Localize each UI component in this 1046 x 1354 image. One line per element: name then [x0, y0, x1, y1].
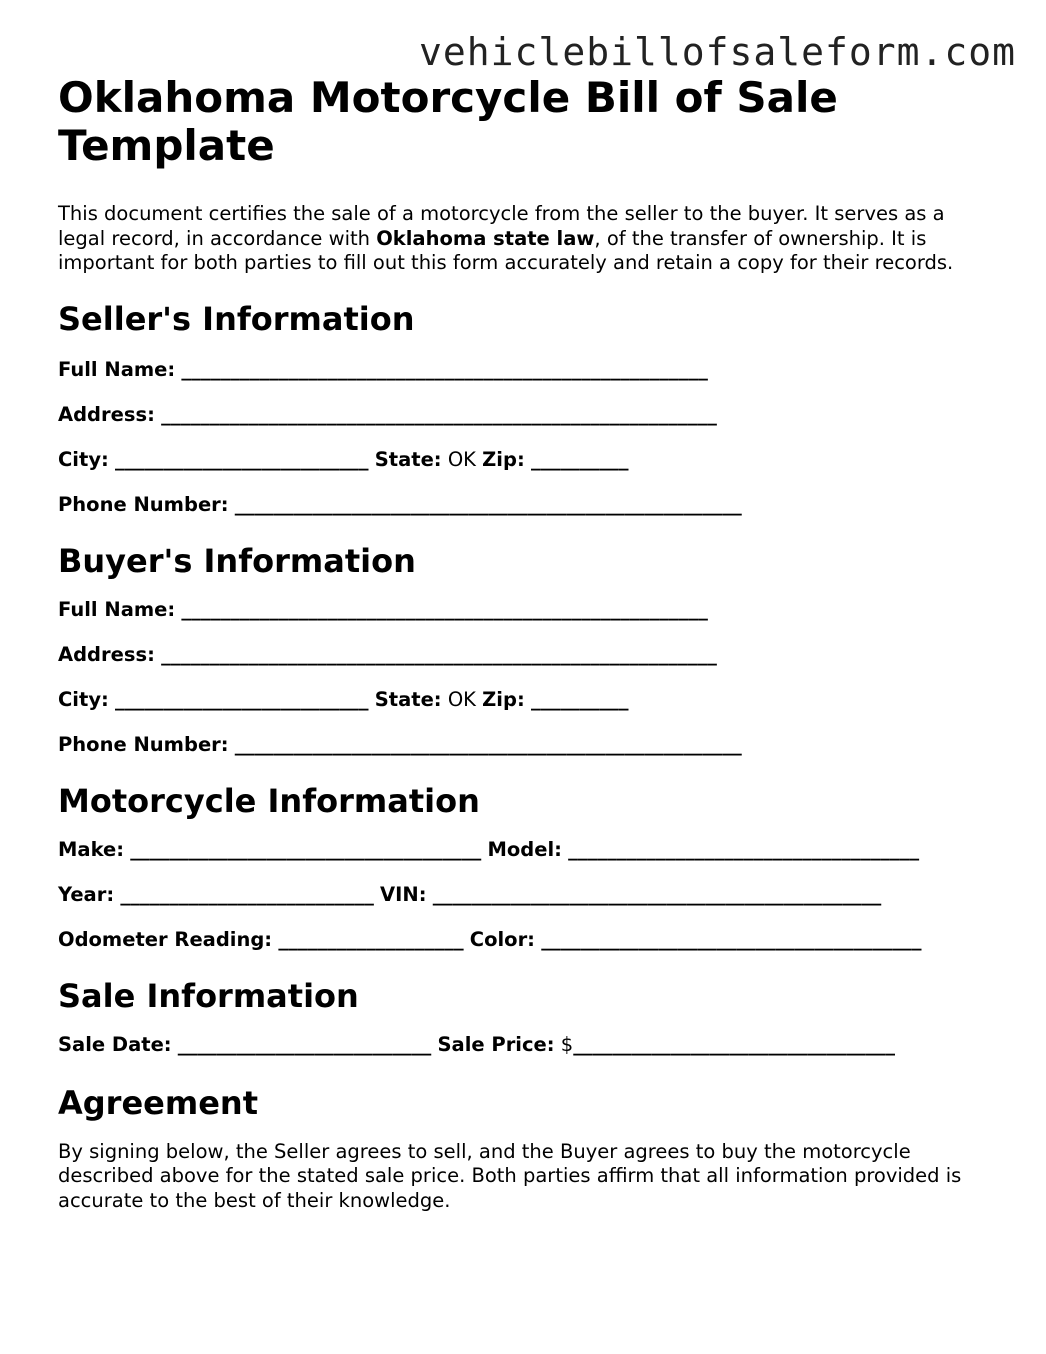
seller-city-row: [58, 448, 988, 493]
seller-full-name-row: [58, 358, 988, 403]
buyer-phone-label: Phone Number:: [58, 732, 229, 756]
vin-field[interactable]: ______________________________________________: [432, 882, 882, 906]
buyer-state-value: OK: [447, 687, 476, 711]
odometer-field[interactable]: ___________________: [278, 927, 464, 951]
buyer-full-name-row: [58, 598, 988, 643]
seller-zip-label: Zip:: [482, 447, 525, 471]
seller-state-label: State:: [374, 447, 442, 471]
odometer-color-row: [58, 928, 988, 973]
intro-paragraph: [58, 202, 988, 276]
seller-phone-label: Phone Number:: [58, 492, 229, 516]
seller-heading: Seller's Information: [58, 299, 415, 338]
sale-price-label: Sale Price:: [437, 1032, 555, 1056]
seller-phone-row: [58, 493, 988, 538]
motorcycle-heading: Motorcycle Information: [58, 781, 480, 820]
sale-price-field[interactable]: _________________________________: [573, 1032, 895, 1056]
document-body: [58, 74, 988, 1213]
buyer-phone-field[interactable]: ____________________________________________________: [234, 732, 742, 756]
intro-text-after: , of the transfer of ownership. It is important for both parties to fill out this form accurately and retain a copy for their records.: [58, 226, 954, 274]
make-model-row: [58, 838, 988, 883]
sale-row: [58, 1033, 988, 1078]
sale-date-field[interactable]: __________________________: [177, 1032, 432, 1056]
make-label: Make:: [58, 837, 125, 861]
intro-text-before: This document certifies the sale of a motorcycle from the seller to the buyer. It serves as a legal record, in accordance with: [58, 202, 945, 250]
seller-city-field[interactable]: __________________________: [115, 447, 369, 471]
color-field[interactable]: _______________________________________: [541, 927, 922, 951]
make-field[interactable]: ____________________________________: [130, 837, 482, 861]
buyer-city-field[interactable]: __________________________: [115, 687, 369, 711]
buyer-zip-field[interactable]: __________: [530, 687, 629, 711]
odometer-label: Odometer Reading:: [58, 927, 273, 951]
buyer-state-label: State:: [374, 687, 442, 711]
seller-address-label: Address:: [58, 402, 155, 426]
year-label: Year:: [58, 882, 115, 906]
seller-phone-field[interactable]: ____________________________________________________: [234, 492, 742, 516]
buyer-phone-row: [58, 733, 988, 778]
watermark: vehiclebillofsaleform.com: [419, 30, 1016, 74]
buyer-full-name-label: Full Name:: [58, 597, 176, 621]
seller-full-name-label: Full Name:: [58, 357, 176, 381]
buyer-city-row: [58, 688, 988, 733]
year-vin-row: [58, 883, 988, 928]
page-title: Oklahoma Motorcycle Bill of Sale Template: [58, 73, 838, 170]
sale-date-label: Sale Date:: [58, 1032, 172, 1056]
year-field[interactable]: __________________________: [120, 882, 374, 906]
sale-price-currency: $: [560, 1032, 574, 1056]
model-field[interactable]: ____________________________________: [568, 837, 920, 861]
seller-city-label: City:: [58, 447, 109, 471]
seller-address-row: [58, 403, 988, 448]
buyer-zip-label: Zip:: [482, 687, 525, 711]
model-label: Model:: [487, 837, 562, 861]
buyer-heading: Buyer's Information: [58, 541, 416, 580]
seller-address-field[interactable]: _________________________________________________________: [161, 402, 717, 426]
intro-text-bold: Oklahoma state law: [376, 226, 595, 250]
buyer-address-row: [58, 643, 988, 688]
seller-full-name-field[interactable]: ______________________________________________________: [181, 357, 708, 381]
agreement-heading: Agreement: [58, 1083, 258, 1122]
buyer-address-field[interactable]: _________________________________________________________: [161, 642, 717, 666]
seller-zip-field[interactable]: __________: [530, 447, 629, 471]
buyer-full-name-field[interactable]: ______________________________________________________: [181, 597, 708, 621]
color-label: Color:: [469, 927, 535, 951]
sale-heading: Sale Information: [58, 976, 359, 1015]
buyer-city-label: City:: [58, 687, 109, 711]
agreement-text: By signing below, the Seller agrees to sell, and the Buyer agrees to buy the motorcycle described above for the stated sale price. Both parties affirm that all information provided is accurate to the best of their knowledge.: [58, 1139, 962, 1212]
vin-label: VIN:: [380, 882, 427, 906]
seller-state-value: OK: [447, 447, 476, 471]
buyer-address-label: Address:: [58, 642, 155, 666]
